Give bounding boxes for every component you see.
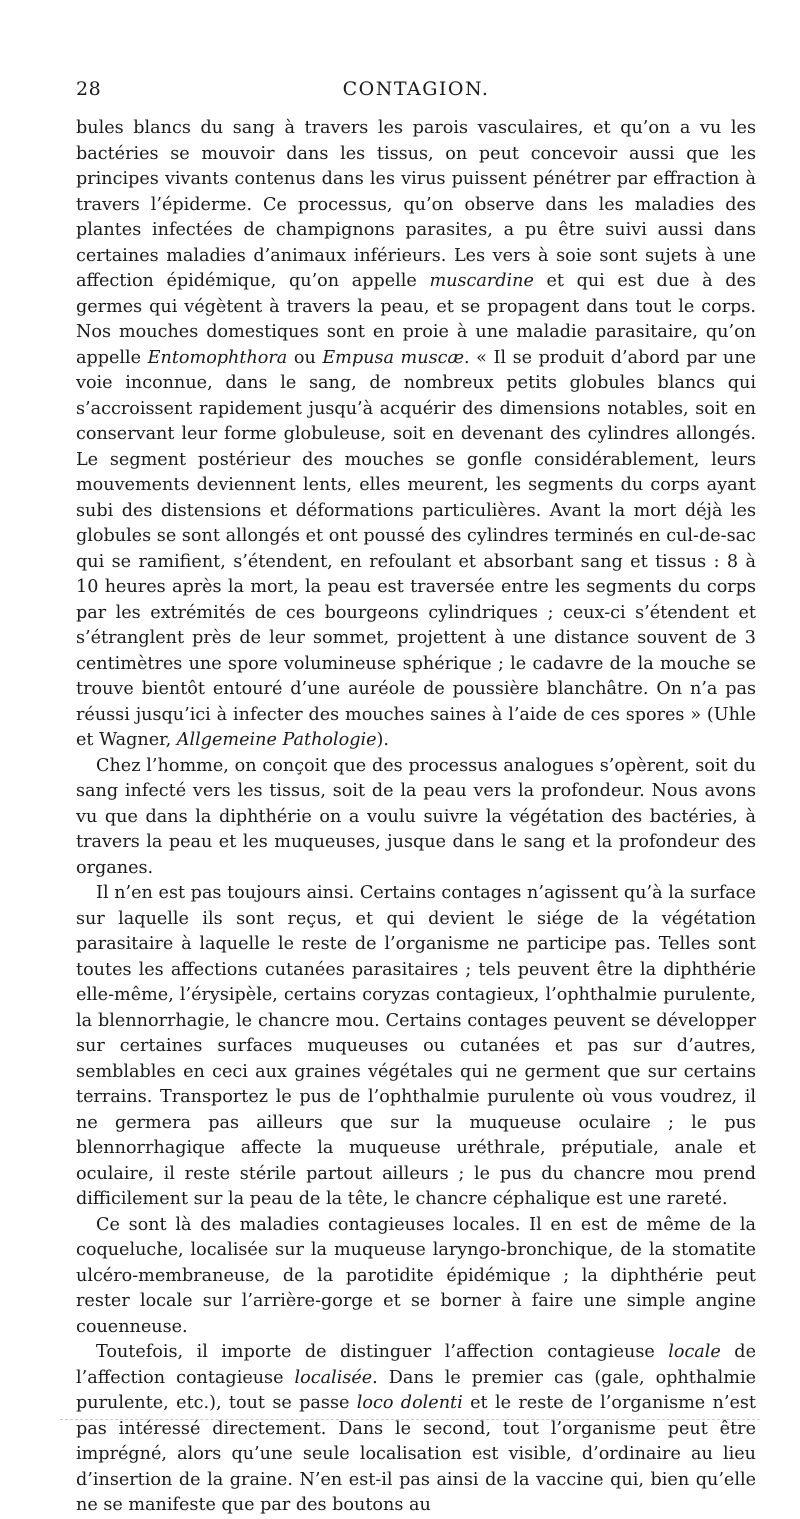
italic-text: Allgemeine Pathologie (176, 730, 377, 750)
page-number: 28 (76, 78, 102, 100)
italic-text: loco dolenti (356, 1393, 463, 1413)
italic-text: Entomophthora (147, 347, 288, 368)
paragraph (76, 881, 756, 1213)
text-run: ou (287, 347, 323, 368)
text-run: Ce sont là des maladies contagieuses locales. Il en est de même de la coqueluche, localisée sur la muqueuse laryngo-bronchique, de la stomatite ulcéro-membraneuse, de la parotidite épidémique ; la diphthérie peut rester locale sur l’arrière-gorge et se borner à faire une simple angine couenneuse. (76, 1214, 756, 1337)
page-bottom-rule (60, 1419, 760, 1420)
text-run: . « Il se produit d’abord par une voie inconnue, dans le sang, de nombreux petits globules blancs qui s’accroissent rapidement jusqu’à acquérir des dimensions notables, soit en conservant leur forme globuleuse, soit en devenant des cylindres allongés. Le segment postérieur des mouches se gonfle considérablement, leurs mouvements deviennent lents, elles meurent, les segments du corps ayant subi des distensions et déformations particulières. Avant la mort déjà les globules se sont allongés et ont poussé des cylindres terminés en cul-de-sac qui se ramifient, s’étendent, en refoulant et absorbant sang et tissus : 8 à 10 heures après la mort, la peau est traversée entre les segments du corps par les extrémités de ces bourgeons cylindriques ; ceux-ci s’étendent et s’étranglent près de leur sommet, projettent à une distance souvent de 3 centimètres une spore volumineuse sphérique ; le cadavre de la mouche se trouve bientôt entouré d’une auréole de poussière blanchâtre. On n’a pas réussi jusqu’ici à infecter des mouches saines à l’aide de ces spores » (Uhle et Wagner, (76, 347, 757, 750)
italic-text: muscardine (429, 271, 534, 291)
paragraph (76, 754, 756, 882)
italic-text: locale (668, 1342, 721, 1362)
paragraph (76, 116, 756, 754)
page-header (76, 78, 756, 108)
italic-text: Empusa muscæ (322, 347, 464, 368)
italic-text: localisée (294, 1367, 373, 1388)
text-run: et qui est due à des germes qui végètent à travers la peau, et se propagent dans tout le corps. Nos mouches domestiques sont en proie à une maladie parasitaire, qu’on appelle (76, 271, 756, 368)
text-run: . Dans le premier cas (gale, ophthalmie purulente, etc.), tout se passe (76, 1367, 756, 1413)
text-run: ). (376, 730, 390, 750)
text-run: Chez l’homme, on conçoit que des processus analogues s’opèrent, soit du sang infecté vers les tissus, soit de la peau vers la profondeur. Nous avons vu que dans la diphthérie on a voulu suivre la végétation des bactéries, à travers la peau et les muqueuses, jusque dans le sang et la profondeur des organes. (76, 755, 756, 878)
text-run: Toutefois, il importe de distinguer l’affection contagieuse (96, 1342, 669, 1362)
text-run: de l’affection contagieuse (76, 1342, 756, 1388)
text-run: et le reste de l’organisme n’est pas intéressé directement. Dans le second, tout l’organisme peut être imprégné, alors qu’une seule localisation est visible, d’ordinaire au lieu d’insertion de la graine. N’en est-il pas ainsi de la vaccine qui, bien qu’elle ne se manifeste que par des boutons au (76, 1393, 756, 1515)
running-title: CONTAGION. (342, 78, 490, 100)
text-run: Il n’en est pas toujours ainsi. Certains contages n’agissent qu’à la surface sur laquelle ils sont reçus, et qui devient le siége de la végétation parasitaire à laquelle le reste de l’organisme ne participe pas. Telles sont toutes les affections cutanées parasitaires ; tels peuvent être la diphthérie elle-même, l’érysipèle, certains coryzas contagieux, l’ophthalmie purulente, la blennorrhagie, le chancre mou. Certains contages peuvent se développer sur certaines surfaces muqueuses ou cutanées et pas sur d’autres, semblables en ceci aux graines végétales qui ne germent que sur certains terrains. Transportez le pus de l’ophthalmie purulente où vous voudrez, il ne germera pas ailleurs que sur la muqueuse oculaire ; le pus blennorrhagique affecte la muqueuse uréthrale, préputiale, anale et oculaire, il reste stérile partout ailleurs ; le pus du chancre mou prend difficilement sur la peau de la tête, le chancre céphalique est une rareté. (76, 883, 756, 1209)
paragraph (76, 1213, 756, 1341)
text-run: bules blancs du sang à travers les parois vasculaires, et qu’on a vu les bactéries se mouvoir dans les tissus, on peut concevoir aussi que les principes vivants contenus dans les virus puissent pénétrer par effraction à travers l’épiderme. Ce processus, qu’on observe dans les maladies des plantes infectées de champignons parasites, a pu être suivi aussi dans certaines maladies d’animaux inférieurs. Les vers à soie sont sujets à une affection épidémique, qu’on appelle (76, 118, 756, 291)
paragraph (76, 1340, 756, 1519)
body-text (76, 116, 756, 1519)
